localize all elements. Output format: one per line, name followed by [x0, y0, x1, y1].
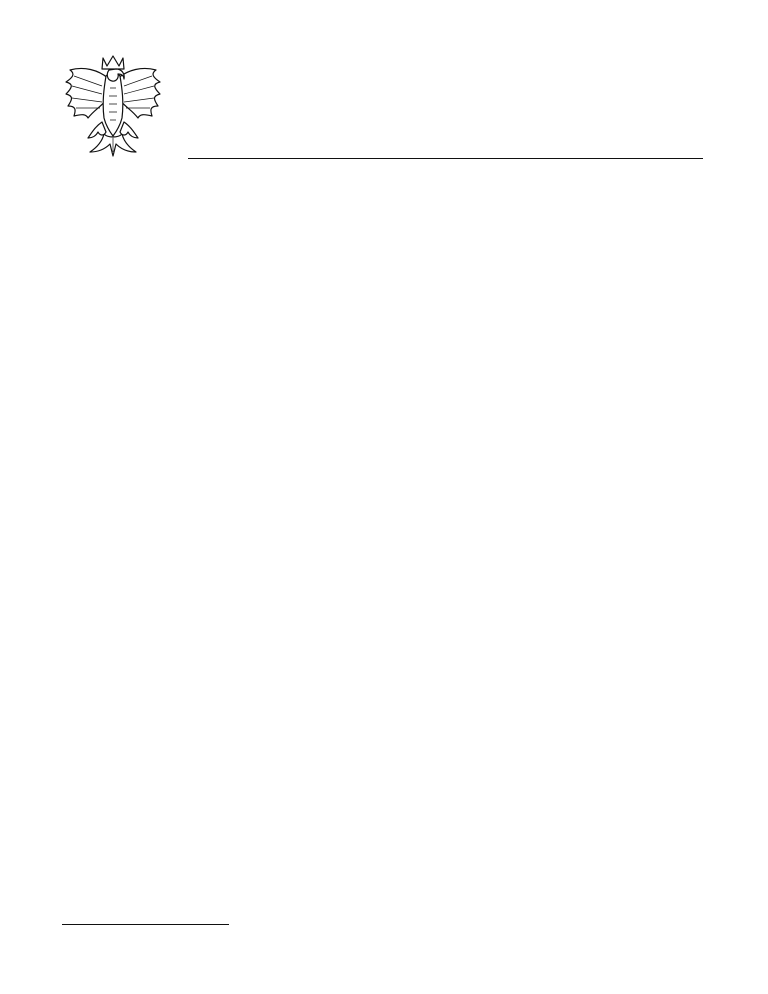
footnote-rule — [62, 924, 229, 925]
header-rule — [188, 158, 703, 159]
polish-eagle-emblem-icon — [62, 52, 164, 158]
